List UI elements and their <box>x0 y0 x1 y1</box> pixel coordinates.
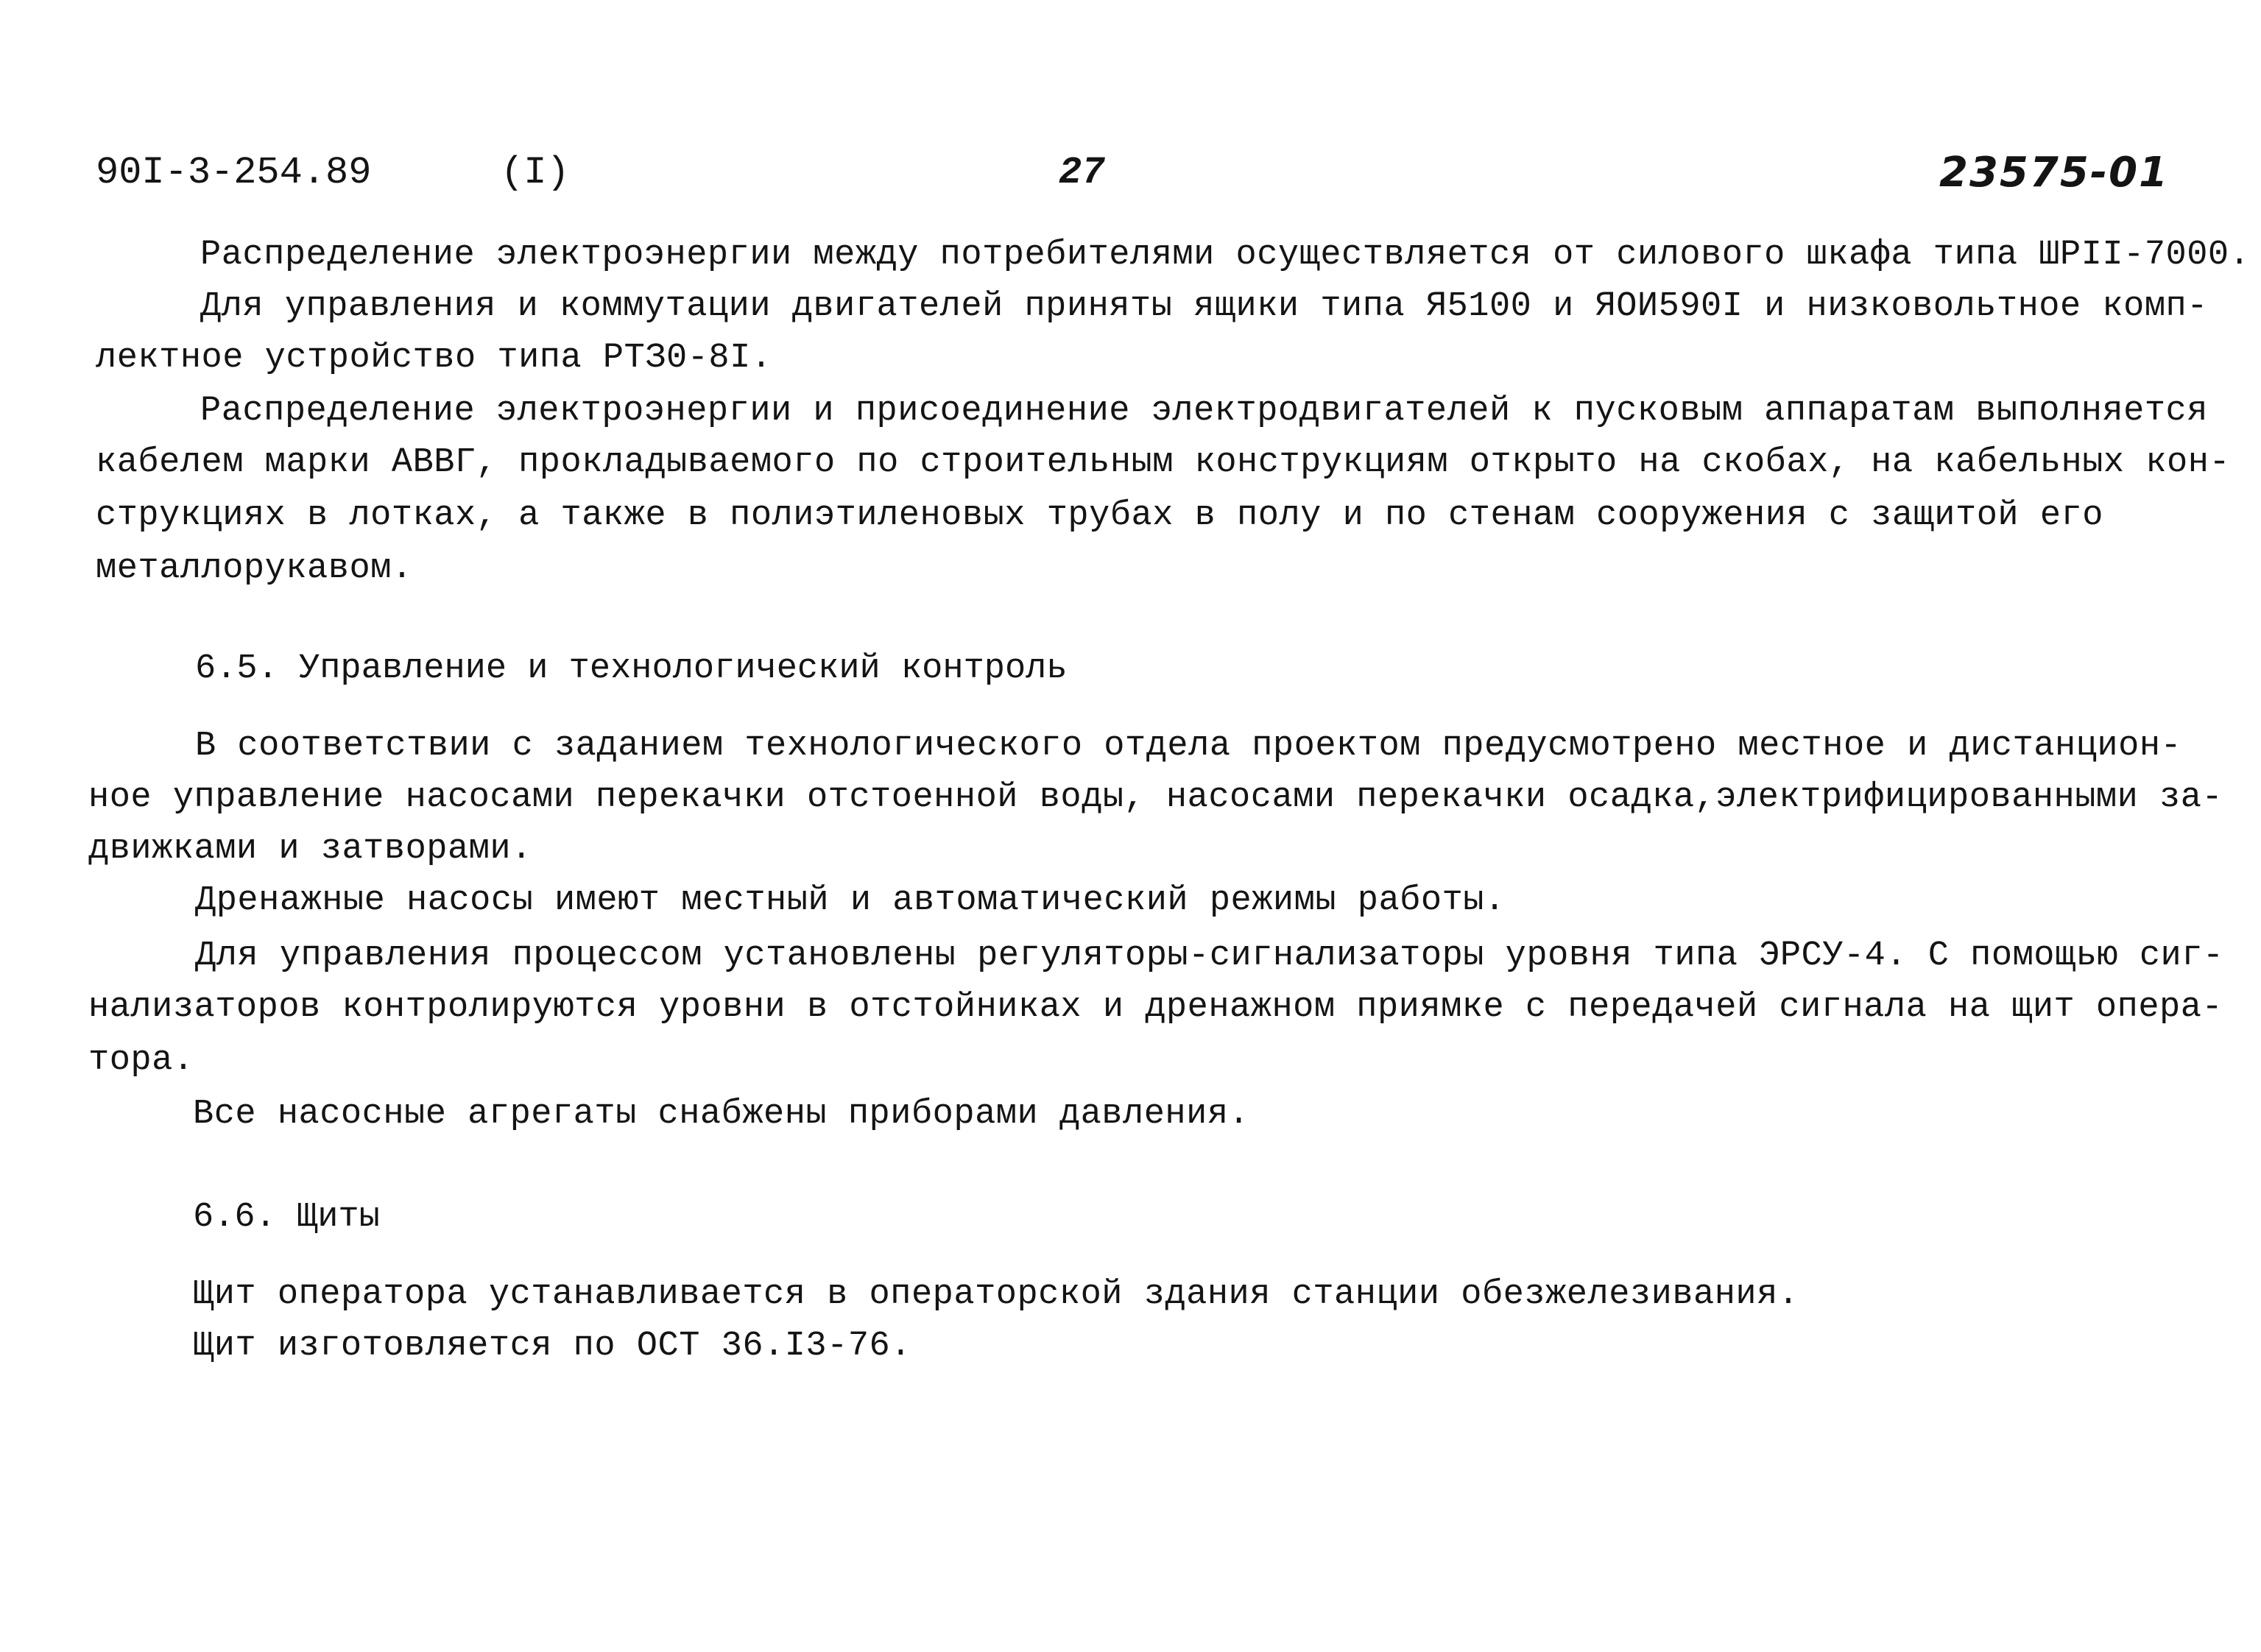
text-line: лектное устройство типа РТЗ0-8I. <box>96 339 772 378</box>
text-line: Для управления процессом установлены регуляторы-сигнализаторы уровня типа ЭРСУ-4. С помощью сиг- <box>195 936 2224 975</box>
inventory-number: 23575-01 <box>1939 149 2169 197</box>
text-line: кабелем марки АВВГ, прокладываемого по строительным конструкциям открыто на скобах, на кабельных кон- <box>96 443 2231 482</box>
text-line: Щит оператора устанавливается в операторской здания станции обезжелезивания. <box>193 1275 1799 1314</box>
text-line: Все насосные агрегаты снабжены приборами давления. <box>193 1095 1250 1134</box>
text-line: металлорукавом. <box>96 549 413 588</box>
text-line: Распределение электроэнергии и присоединение электродвигателей к пусковым аппаратам выполняется <box>200 392 2208 431</box>
document-code: 90I-3-254.89 <box>96 151 372 194</box>
text-line: движками и затворами. <box>88 830 532 869</box>
sheet-number: (I) <box>501 151 570 194</box>
page-number: 27 <box>1059 151 1105 194</box>
text-line: Для управления и коммутации двигателей приняты ящики типа Я5100 и ЯОИ590I и низковольтное комп- <box>200 287 2208 326</box>
section-heading-6-5: 6.5. Управление и технологический контроль <box>195 649 1068 688</box>
text-line: тора. <box>88 1041 194 1080</box>
text-line: Распределение электроэнергии между потребителями осуществляется от силового шкафа типа ШРII-7000. <box>200 236 2251 275</box>
text-line: струкциях в лотках, а также в полиэтиленовых трубах в полу и по стенам сооружения с защитой его <box>96 496 2103 535</box>
text-line: ное управление насосами перекачки отстоенной воды, насосами перекачки осадка,электрифицированными за- <box>88 778 2223 817</box>
section-heading-6-6: 6.6. Щиты <box>193 1198 380 1237</box>
text-line: В соответствии с заданием технологического отдела проектом предусмотрено местное и дистанцион- <box>195 727 2182 766</box>
text-line: Дренажные насосы имеют местный и автоматический режимы работы. <box>195 881 1506 920</box>
text-line: нализаторов контролируются уровни в отстойниках и дренажном приямке с передачей сигнала на щит опера- <box>88 988 2223 1027</box>
text-line: Щит изготовляется по ОСТ 36.I3-76. <box>193 1327 911 1366</box>
